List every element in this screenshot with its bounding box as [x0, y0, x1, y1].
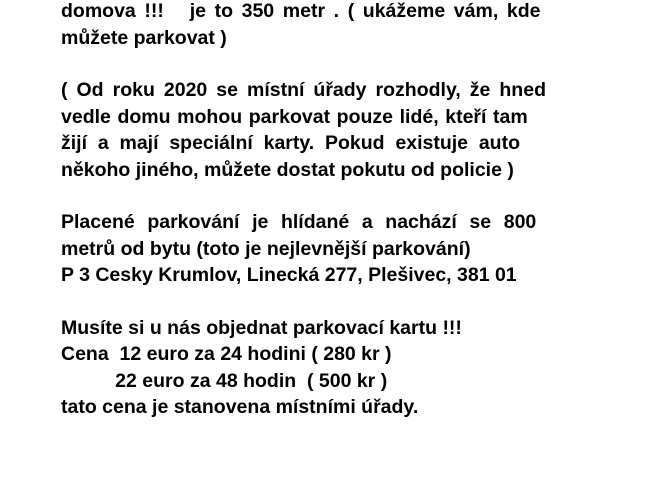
- paragraph-price: [61, 315, 587, 421]
- paragraph-gap: [61, 289, 587, 315]
- text-line: metrů od bytu (toto je nejlevnější parkování): [61, 237, 471, 260]
- paragraph-gap: [61, 183, 587, 209]
- paragraph-paid-parking: [61, 209, 587, 289]
- paragraph-parking-rules: [61, 77, 587, 183]
- parking-address: P 3 Cesky Krumlov, Linecká 277, Plešivec, 381 01: [61, 264, 517, 286]
- text-line: Musíte si u nás objednat parkovací kartu !!!: [61, 316, 462, 339]
- text-line: můžete parkovat ): [61, 26, 227, 49]
- text-line: Placené parkování je hlídané a nachází se 800: [61, 211, 537, 233]
- text-line: ( Od roku 2020 se místní úřady rozhodly, že hned: [61, 79, 546, 101]
- text-line: domova !!! je to 350 metr . ( ukážeme vám, kde: [61, 0, 541, 22]
- document-body: [61, 0, 587, 421]
- text-line: někoho jiného, můžete dostat pokutu od policie ): [61, 158, 514, 181]
- price-line-48h: 22 euro za 48 hodin ( 500 kr ): [61, 369, 388, 392]
- paragraph-distance: [61, 0, 587, 51]
- paragraph-gap: [61, 51, 587, 77]
- text-line: vedle domu mohou parkovat pouze lidé, kteří tam: [61, 105, 528, 128]
- text-line: tato cena je stanovena místními úřady.: [61, 396, 419, 418]
- text-line: žijí a mají speciální karty. Pokud existuje auto: [61, 132, 521, 154]
- price-line-24h: Cena 12 euro za 24 hodini ( 280 kr ): [61, 343, 392, 365]
